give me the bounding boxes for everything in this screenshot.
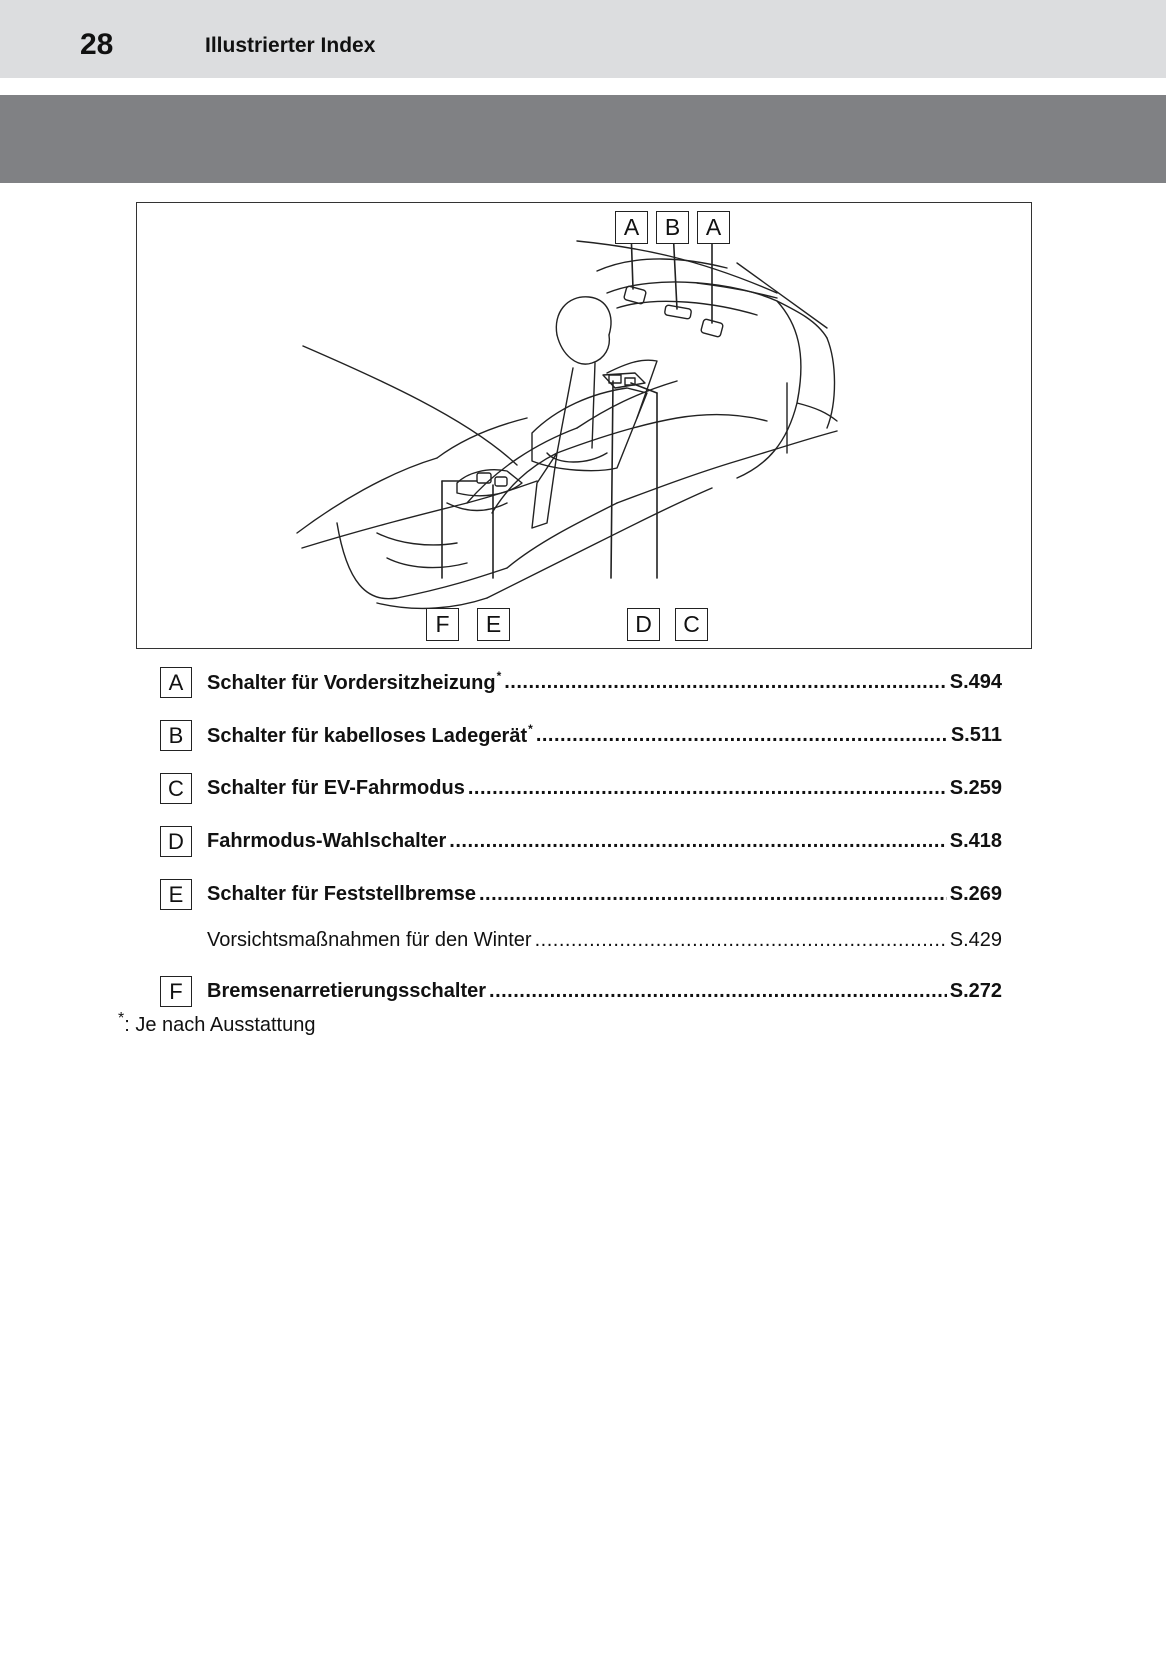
callout-a-left: A [615,211,648,244]
item-page-ref[interactable]: S.429 [949,928,1002,951]
index-item-f[interactable] [160,975,1002,1007]
section-title: Illustrierter Index [205,34,376,57]
item-label: Schalter für Feststellbremse [207,882,476,905]
item-label: Schalter für EV-Fahrmodus [207,776,465,799]
item-page-ref[interactable]: S.418 [949,829,1002,852]
item-label: Schalter für kabelloses Ladegerät* [207,722,533,747]
index-subitem-winter[interactable] [207,924,1002,956]
callout-b: B [656,211,689,244]
item-page-ref[interactable]: S.269 [949,882,1002,905]
item-page-ref[interactable]: S.511 [950,723,1002,746]
section-band [0,95,1166,183]
leader-dots [535,929,947,952]
item-page-ref[interactable]: S.494 [949,670,1002,693]
leader-dots [504,671,946,694]
index-item-d[interactable] [160,825,1002,857]
header-bar [0,0,1166,78]
item-label: Fahrmodus-Wahlschalter [207,829,447,852]
item-letter-box: F [160,976,192,1007]
leader-dots [449,830,946,853]
callout-c: C [675,608,708,641]
leader-dots [468,777,947,800]
leader-dots [479,883,947,906]
item-label: Vorsichtsmaßnahmen für den Winter [207,928,532,951]
item-label: Schalter für Vordersitzheizung* [207,669,502,694]
page-number: 28 [80,28,114,61]
item-letter-box: D [160,826,192,857]
footnote-symbol: * [118,1010,125,1027]
footnote [118,1010,316,1037]
console-line-drawing [137,203,1033,650]
leader-dots [489,980,947,1003]
footnote-text: : Je nach Ausstattung [124,1014,316,1036]
callout-f: F [426,608,459,641]
callout-d: D [627,608,660,641]
center-console-illustration [136,202,1032,649]
callout-a-right: A [697,211,730,244]
item-letter-box: A [160,667,192,698]
leader-dots [536,724,948,747]
item-page-ref[interactable]: S.259 [949,776,1002,799]
index-item-b[interactable] [160,719,1002,751]
item-letter-box: E [160,879,192,910]
index-item-e[interactable] [160,878,1002,910]
index-item-c[interactable] [160,772,1002,804]
callout-e: E [477,608,510,641]
index-item-a[interactable] [160,666,1002,698]
item-page-ref[interactable]: S.272 [949,979,1002,1002]
item-label: Bremsenarretierungsschalter [207,979,487,1002]
item-letter-box: B [160,720,192,751]
item-letter-box: C [160,773,192,804]
